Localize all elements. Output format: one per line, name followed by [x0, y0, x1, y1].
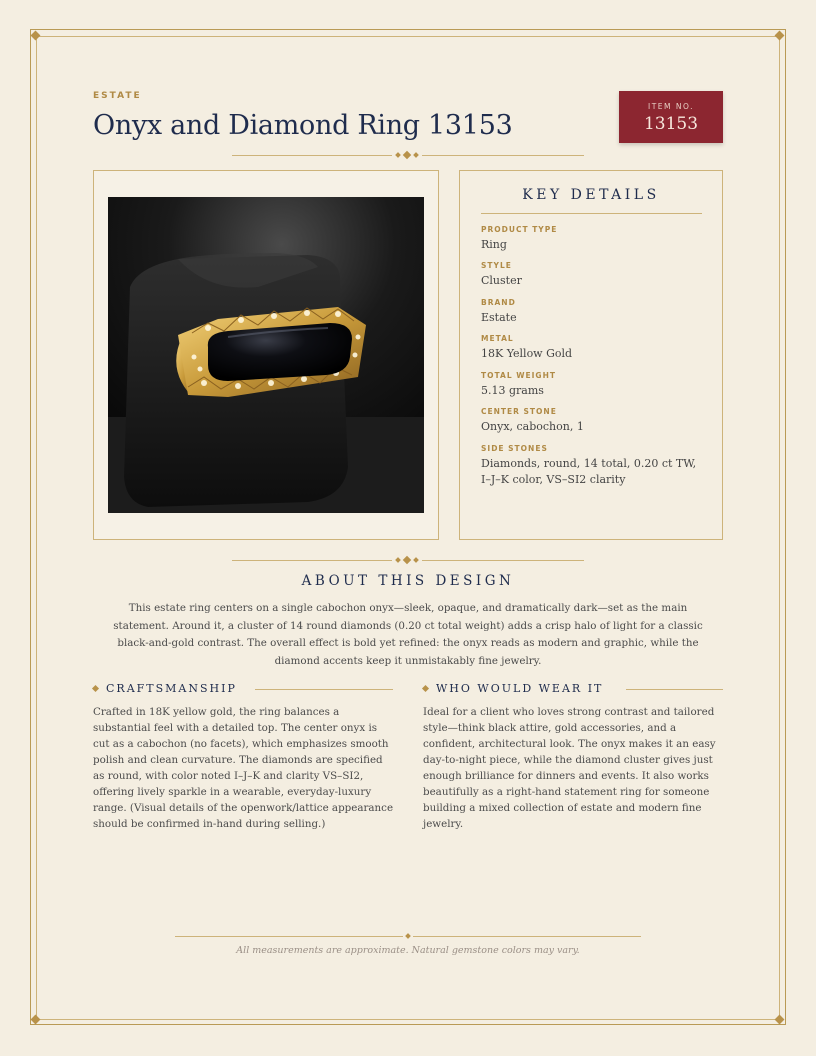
detail-label: CENTER STONE — [481, 407, 557, 416]
detail-value: 5.13 grams — [481, 384, 544, 397]
detail-product-type — [481, 225, 705, 253]
detail-value: Cluster — [481, 274, 522, 287]
craftsmanship-heading-wrap — [106, 682, 237, 695]
craftsmanship-rule — [255, 689, 393, 690]
detail-value: Estate — [481, 311, 517, 324]
who-wear-rule — [626, 689, 723, 690]
detail-center-stone — [481, 407, 705, 435]
item-number-label: ITEM NO. — [648, 102, 694, 111]
footer-note: All measurements are approximate. Natural gemstone colors may vary. — [236, 945, 580, 956]
who-wear-text: Ideal for a client who loves strong contrast and tailored style—think black attire, gold accessories, and a confident, architectural look. The onyx makes it an easy day-to-night piece, while the diamond cluster gives just enough brilliance for dinners and events. It also works beautifully as a right-hand statement ring for someone building a mixed collection of estate and modern fine jewelry. — [423, 706, 716, 830]
product-photo-card — [93, 170, 439, 540]
about-divider — [232, 556, 584, 566]
key-details-rule — [481, 213, 702, 214]
detail-side-stones — [481, 444, 705, 488]
item-number-badge — [619, 91, 723, 143]
detail-label: TOTAL WEIGHT — [481, 371, 556, 380]
about-text: This estate ring centers on a single cabochon onyx—sleek, opaque, and dramatically dark—set as the main statement. Around it, a cluster of 14 round diamonds (0.20 ct total weight) adds a crisp halo of light for a classic black-and-gold contrast. The overall effect is bold yet refined: the onyx reads as modern and graphic, while the diamond accents keep it unmistakably fine jewelry. — [113, 602, 703, 667]
title-divider — [232, 151, 584, 161]
who-wear-heading: WHO WOULD WEAR IT — [436, 682, 604, 695]
craftsmanship-heading: CRAFTSMANSHIP — [106, 682, 237, 695]
detail-label: STYLE — [481, 261, 512, 270]
key-details-panel — [459, 170, 723, 540]
who-wear-heading-wrap — [436, 682, 603, 695]
craftsmanship-text: Crafted in 18K yellow gold, the ring balances a substantial feel with a detailed top. The center onyx is cut as a cabochon (no facets), which emphasizes smooth polish and clean curvature. The diamonds are specified as round, with color noted I–J–K and clarity VS–SI2, offering lively sparkle in a wearable, everyday-luxury range. (Visual details of the openwork/lattice appearance should be confirmed in-hand during selling.) — [93, 706, 394, 830]
detail-style — [481, 261, 705, 289]
detail-value: Diamonds, round, 14 total, 0.20 ct TW, I–J–K color, VS–SI2 clarity — [481, 457, 697, 486]
detail-label: METAL — [481, 334, 514, 343]
item-number: 13153 — [643, 114, 699, 134]
detail-label: PRODUCT TYPE — [481, 225, 558, 234]
key-details-heading: KEY DETAILS — [522, 187, 660, 203]
detail-label: SIDE STONES — [481, 444, 548, 453]
detail-value: Ring — [481, 238, 507, 251]
about-heading: ABOUT THIS DESIGN — [301, 573, 515, 589]
detail-value: Onyx, cabochon, 1 — [481, 420, 584, 433]
detail-total-weight — [481, 371, 705, 399]
detail-brand — [481, 298, 705, 326]
footer-divider — [175, 932, 641, 942]
page-title: Onyx and Diamond Ring 13153 — [93, 110, 513, 141]
ring-illustration — [108, 197, 424, 513]
detail-label: BRAND — [481, 298, 516, 307]
category-eyebrow: ESTATE — [93, 91, 142, 101]
detail-metal — [481, 334, 705, 362]
product-photo — [108, 197, 424, 513]
detail-value: 18K Yellow Gold — [481, 347, 573, 360]
